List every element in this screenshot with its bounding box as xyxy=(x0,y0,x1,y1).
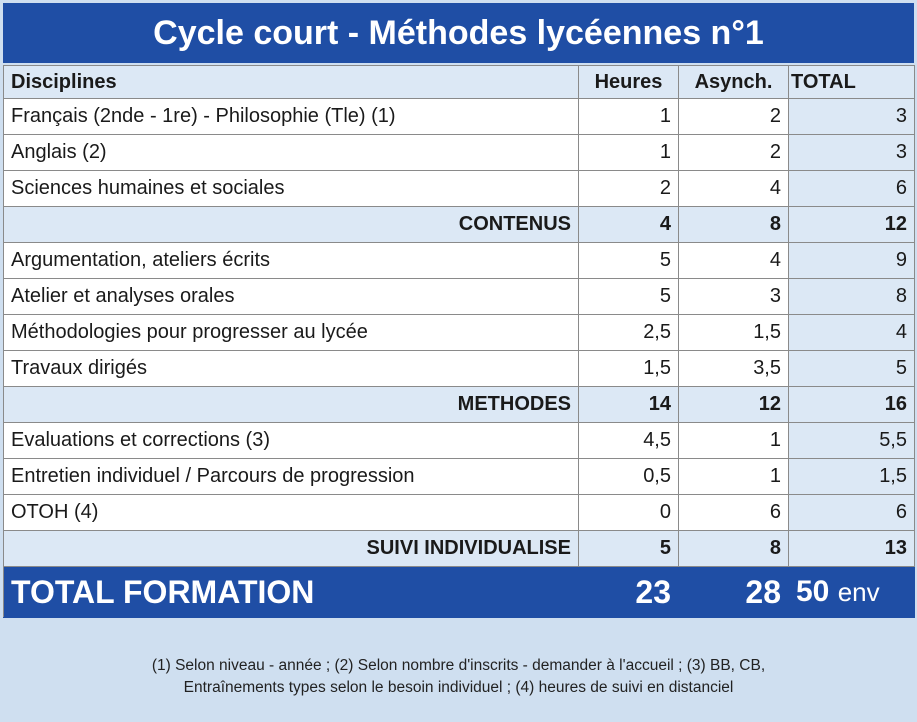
subtotal-label: CONTENUS xyxy=(4,207,579,243)
heures-value: 0 xyxy=(579,495,679,531)
footnotes xyxy=(20,655,897,699)
discipline-label: Evaluations et corrections (3) xyxy=(4,423,579,459)
discipline-label: Atelier et analyses orales xyxy=(4,279,579,315)
table-row xyxy=(4,99,915,135)
discipline-label: Entretien individuel / Parcours de progression xyxy=(4,459,579,495)
grand-total-heures: 23 xyxy=(579,567,679,618)
heures-value: 5 xyxy=(579,243,679,279)
heures-value: 5 xyxy=(579,279,679,315)
table-row xyxy=(4,423,915,459)
asynch-value: 4 xyxy=(679,171,789,207)
subtotal-total: 16 xyxy=(789,387,915,423)
heures-value: 0,5 xyxy=(579,459,679,495)
total-value: 3 xyxy=(789,99,915,135)
asynch-value: 2 xyxy=(679,99,789,135)
subtotal-heures: 4 xyxy=(579,207,679,243)
grand-total-row xyxy=(4,567,915,618)
asynch-value: 3 xyxy=(679,279,789,315)
grand-total-label: TOTAL FORMATION xyxy=(4,567,579,618)
grand-total-suffix: env xyxy=(837,577,880,607)
column-header-total: TOTAL xyxy=(789,66,915,99)
column-header-asynch: Asynch. xyxy=(679,66,789,99)
asynch-value: 1 xyxy=(679,423,789,459)
total-value: 5 xyxy=(789,351,915,387)
total-value: 3 xyxy=(789,135,915,171)
table-body xyxy=(4,66,915,618)
total-value: 1,5 xyxy=(789,459,915,495)
heures-value: 4,5 xyxy=(579,423,679,459)
asynch-value: 4 xyxy=(679,243,789,279)
subtotal-asynch: 12 xyxy=(679,387,789,423)
page-title: Cycle court - Méthodes lycéennes n°1 xyxy=(3,3,914,63)
grand-total-total xyxy=(789,567,915,618)
discipline-label: OTOH (4) xyxy=(4,495,579,531)
heures-value: 1 xyxy=(579,99,679,135)
discipline-label: Anglais (2) xyxy=(4,135,579,171)
table-row xyxy=(4,279,915,315)
total-value: 4 xyxy=(789,315,915,351)
subtotal-label: METHODES xyxy=(4,387,579,423)
heures-value: 2,5 xyxy=(579,315,679,351)
table-row xyxy=(4,135,915,171)
table-row xyxy=(4,243,915,279)
asynch-value: 2 xyxy=(679,135,789,171)
asynch-value: 3,5 xyxy=(679,351,789,387)
total-value: 9 xyxy=(789,243,915,279)
total-value: 5,5 xyxy=(789,423,915,459)
table-row xyxy=(4,171,915,207)
subtotal-heures: 14 xyxy=(579,387,679,423)
table-row xyxy=(4,459,915,495)
heures-value: 1 xyxy=(579,135,679,171)
total-value: 6 xyxy=(789,495,915,531)
grand-total-value: 50 xyxy=(796,575,830,608)
discipline-label: Travaux dirigés xyxy=(4,351,579,387)
heures-value: 1,5 xyxy=(579,351,679,387)
table-row xyxy=(4,351,915,387)
discipline-label: Argumentation, ateliers écrits xyxy=(4,243,579,279)
total-value: 6 xyxy=(789,171,915,207)
discipline-label: Français (2nde - 1re) - Philosophie (Tle) (1) xyxy=(4,99,579,135)
asynch-value: 6 xyxy=(679,495,789,531)
subtotal-heures: 5 xyxy=(579,531,679,567)
asynch-value: 1,5 xyxy=(679,315,789,351)
subtotal-row xyxy=(4,387,915,423)
discipline-label: Sciences humaines et sociales xyxy=(4,171,579,207)
hours-table xyxy=(3,65,915,618)
subtotal-total: 12 xyxy=(789,207,915,243)
column-header-heures: Heures xyxy=(579,66,679,99)
table-row xyxy=(4,495,915,531)
subtotal-asynch: 8 xyxy=(679,531,789,567)
total-value: 8 xyxy=(789,279,915,315)
subtotal-asynch: 8 xyxy=(679,207,789,243)
grand-total-asynch: 28 xyxy=(679,567,789,618)
heures-value: 2 xyxy=(579,171,679,207)
footnote-line: (1) Selon niveau - année ; (2) Selon nombre d'inscrits - demander à l'accueil ; (3) BB, CB, xyxy=(151,657,766,674)
asynch-value: 1 xyxy=(679,459,789,495)
table-row xyxy=(4,315,915,351)
subtotal-row xyxy=(4,531,915,567)
column-header-disciplines: Disciplines xyxy=(4,66,579,99)
subtotal-row xyxy=(4,207,915,243)
subtotal-total: 13 xyxy=(789,531,915,567)
footnote-line: Entraînements types selon le besoin individuel ; (4) heures de suivi en distanciel xyxy=(183,679,734,696)
discipline-label: Méthodologies pour progresser au lycée xyxy=(4,315,579,351)
subtotal-label: SUIVI INDIVIDUALISE xyxy=(4,531,579,567)
header-row xyxy=(4,66,915,99)
